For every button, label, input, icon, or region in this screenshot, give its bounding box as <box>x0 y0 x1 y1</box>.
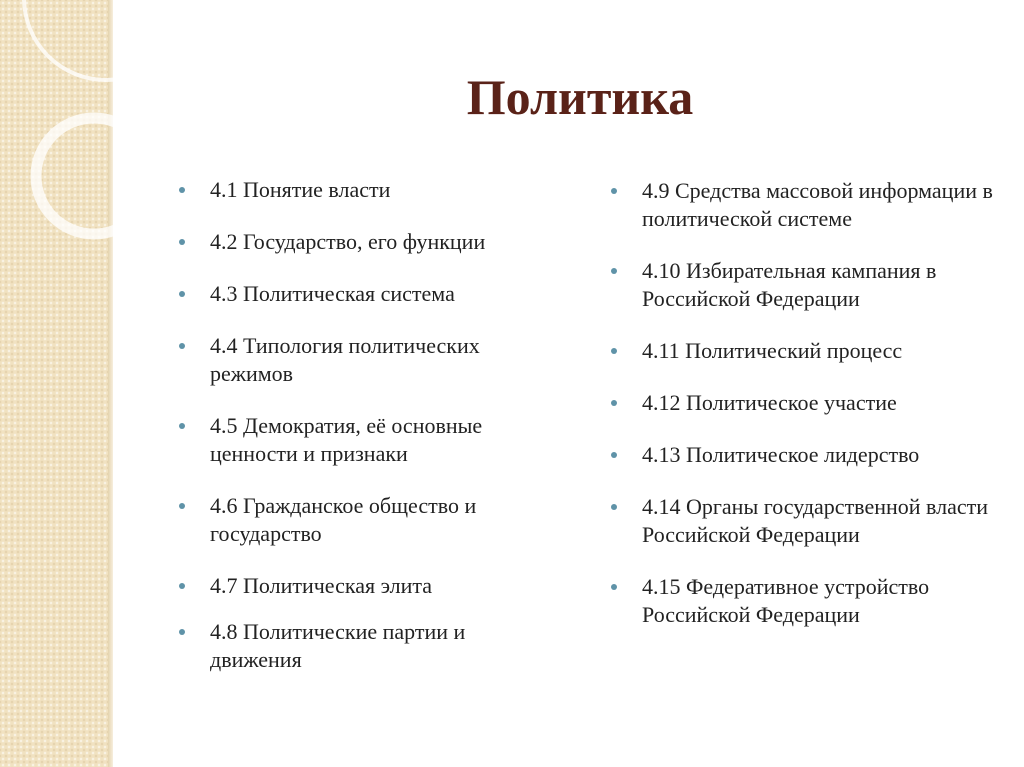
list-item <box>176 280 556 308</box>
list-item-text: 4.7 Политическая элита <box>210 573 433 598</box>
list-item <box>608 177 1008 233</box>
list-item-text: 4.3 Политическая система <box>210 281 455 306</box>
list-item-text: 4.1 Понятие власти <box>210 177 391 202</box>
list-item <box>608 441 1008 469</box>
list-item <box>176 228 556 256</box>
list-item-text: 4.15 Федеративное устройство Российской Федерации <box>642 574 930 627</box>
bullet-icon <box>611 584 617 590</box>
list-item <box>176 618 556 674</box>
list-item-text: 4.5 Демократия, её основные ценности и признаки <box>210 413 483 466</box>
list-item-text: 4.10 Избирательная кампания в Российской Федерации <box>642 258 937 311</box>
decorative-rings-icon <box>0 0 120 260</box>
list-item-text: 4.4 Типология политических режимов <box>210 333 480 386</box>
list-item-text: 4.12 Политическое участие <box>642 390 897 415</box>
list-item <box>608 389 1008 417</box>
list-item <box>176 412 556 468</box>
list-item-text: 4.8 Политические партии и движения <box>210 619 466 672</box>
bullet-icon <box>611 188 617 194</box>
bullet-icon <box>179 187 185 193</box>
list-item <box>176 492 556 548</box>
bullet-icon <box>611 268 617 274</box>
bullet-icon <box>611 504 617 510</box>
bullet-icon <box>611 348 617 354</box>
bullet-icon <box>179 291 185 297</box>
list-item <box>176 572 556 600</box>
list-item <box>608 337 1008 365</box>
list-item <box>608 493 1008 549</box>
list-item-text: 4.9 Средства массовой информации в политической системе <box>642 178 993 231</box>
list-item-text: 4.13 Политическое лидерство <box>642 442 920 467</box>
bullet-icon <box>179 343 185 349</box>
list-item-text: 4.6 Гражданское общество и государство <box>210 493 477 546</box>
bullet-icon <box>179 423 185 429</box>
list-item <box>608 257 1008 313</box>
list-item <box>176 332 556 388</box>
topic-list-right <box>608 174 1008 629</box>
bullet-icon <box>611 400 617 406</box>
bullet-icon <box>179 629 185 635</box>
slide-title: Политика <box>466 69 694 125</box>
topic-list-left <box>176 174 556 674</box>
bullet-icon <box>179 583 185 589</box>
bullet-icon <box>611 452 617 458</box>
bullet-icon <box>179 503 185 509</box>
list-item-text: 4.2 Государство, его функции <box>210 229 486 254</box>
bullet-icon <box>179 239 185 245</box>
list-item-text: 4.11 Политический процесс <box>642 338 903 363</box>
list-item-text: 4.14 Органы государственной власти Российской Федерации <box>642 494 989 547</box>
list-item <box>608 573 1008 629</box>
list-item <box>176 176 556 204</box>
